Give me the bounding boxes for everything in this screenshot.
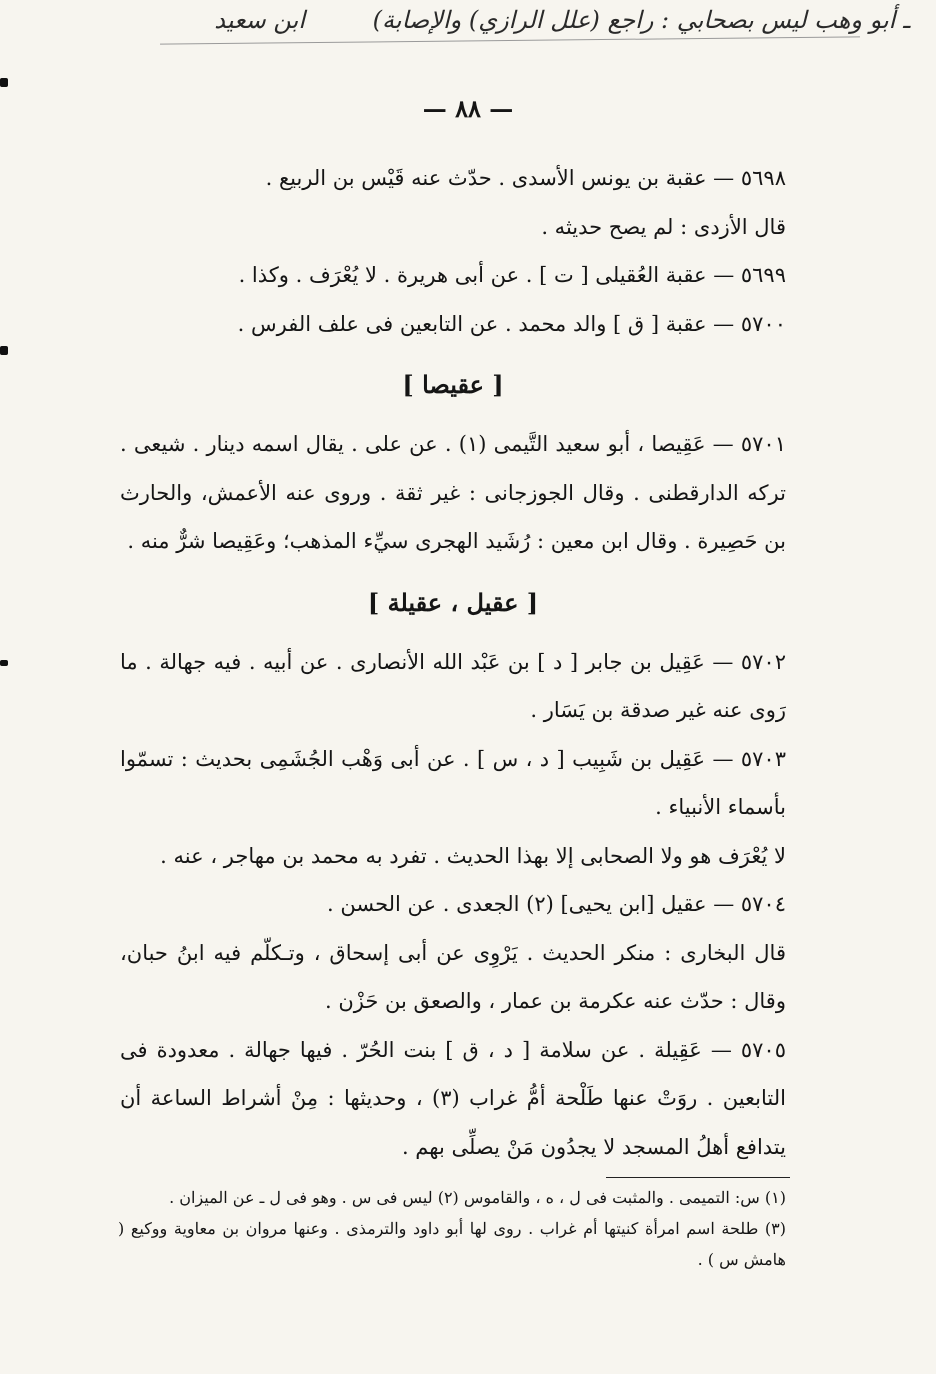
entry-5705: ٥٧٠٥ — عَقِيلة . عن سلامة [ د ، ق ] بنت الحُرّ . فيها جهالة . معدودة فى التابعين . روَتْ عنها طَلْحة أمُّ غراب (٣) ، وحديثها : مِنْ أشراط الساعة أن يتدافع أهلُ المسجد لا يجدُون مَنْ يصلِّى بهم . <box>120 1037 786 1159</box>
entry-5703-note: لا يُعْرَف هو ولا الصحابى إلا بهذا الحديث . تفرد به محمد بن مهاجر ، عنه . <box>160 843 786 868</box>
entry-5704-note: قال البخارى : منكر الحديث . يَرْوِى عن أبى إسحاق ، وتـكلّم فيه ابنُ حبان، وقال : حدّث عنه عكرمة بن عمار ، والصعق بن حَزْن . <box>120 940 786 1013</box>
entry-5703: ٥٧٠٣ — عَقِيل بن شَبِيب [ د ، س ] . عن أبى وَهْب الجُشَمِى بحديث : تسمّوا بأسماء الأنبياء . <box>120 746 786 819</box>
entry-5699: ٥٦٩٩ — عقبة العُقيلى [ ت ] . عن أبى هريرة . لا يُعْرَف . وكذا . <box>238 263 786 287</box>
section-heading: [ عقيل ، عقيلة ] <box>367 587 539 617</box>
main-text <box>120 154 786 1171</box>
footnotes <box>118 1182 786 1275</box>
handwritten-underline <box>160 36 860 44</box>
scan-margin-mark <box>0 346 8 355</box>
handwritten-note-text: ـ أبو وهب ليس بصحابي : راجع (علل الرازي) والإصابة) <box>372 6 910 34</box>
footnote: (١) س: التميمى . والمثبت فى ل ، ه ، والقاموس (٢) ليس فى س . وهو فى ل ـ عن الميزان . <box>169 1188 786 1207</box>
scan-margin-mark <box>0 660 8 666</box>
footnote: (٣) طلحة اسم امرأة كنيتها أم غراب . روى لها أبو داود والترمذى . وعنها مروان بن معاوية ووكيع ( هامش س ) . <box>118 1219 787 1269</box>
page-number: — ٨٨ — <box>422 94 514 123</box>
handwritten-note <box>150 6 910 34</box>
entry-5698-note: قال الأزدى : لم يصح حديثه . <box>541 214 786 239</box>
section-heading: [ عقيصا ] <box>402 370 504 399</box>
entry-5698: ٥٦٩٨ — عقبة بن يونس الأسدى . حدّث عنه قَيْس بن الربيع . <box>265 166 786 190</box>
entry-5704: ٥٧٠٤ — عقيل [ابن يحيى] (٢) الجعدى . عن الحسن . <box>327 892 786 916</box>
footnote-rule <box>606 1177 790 1178</box>
scan-margin-mark <box>0 78 8 87</box>
entry-5701: ٥٧٠١ — عَقِيصا ، أبو سعيد التَّيمى (١) . عن على . يقال اسمه دينار . شيعى . تركه الدارقطنى . وقال الجوزجانى : غير ثقة . وروى عنه الأعمش، والحارث بن حَصِيرة . وقال ابن معين : رُشَيد الهجرى سيِّء المذهب؛ وعَقِيصا شرٌّ منه . <box>120 432 786 553</box>
handwritten-note-author: ابن سعيد <box>214 6 306 34</box>
entry-5702: ٥٧٠٢ — عَقِيل بن جابر [ د ] بن عَبْد الله الأنصارى . عن أبيه . فيه جهالة . ما رَوى عنه غير صدقة بن يَسَار . <box>120 649 786 722</box>
entry-5700: ٥٧٠٠ — عقبة [ ق ] والد محمد . عن التابعين فى علف الفرس . <box>237 311 786 336</box>
